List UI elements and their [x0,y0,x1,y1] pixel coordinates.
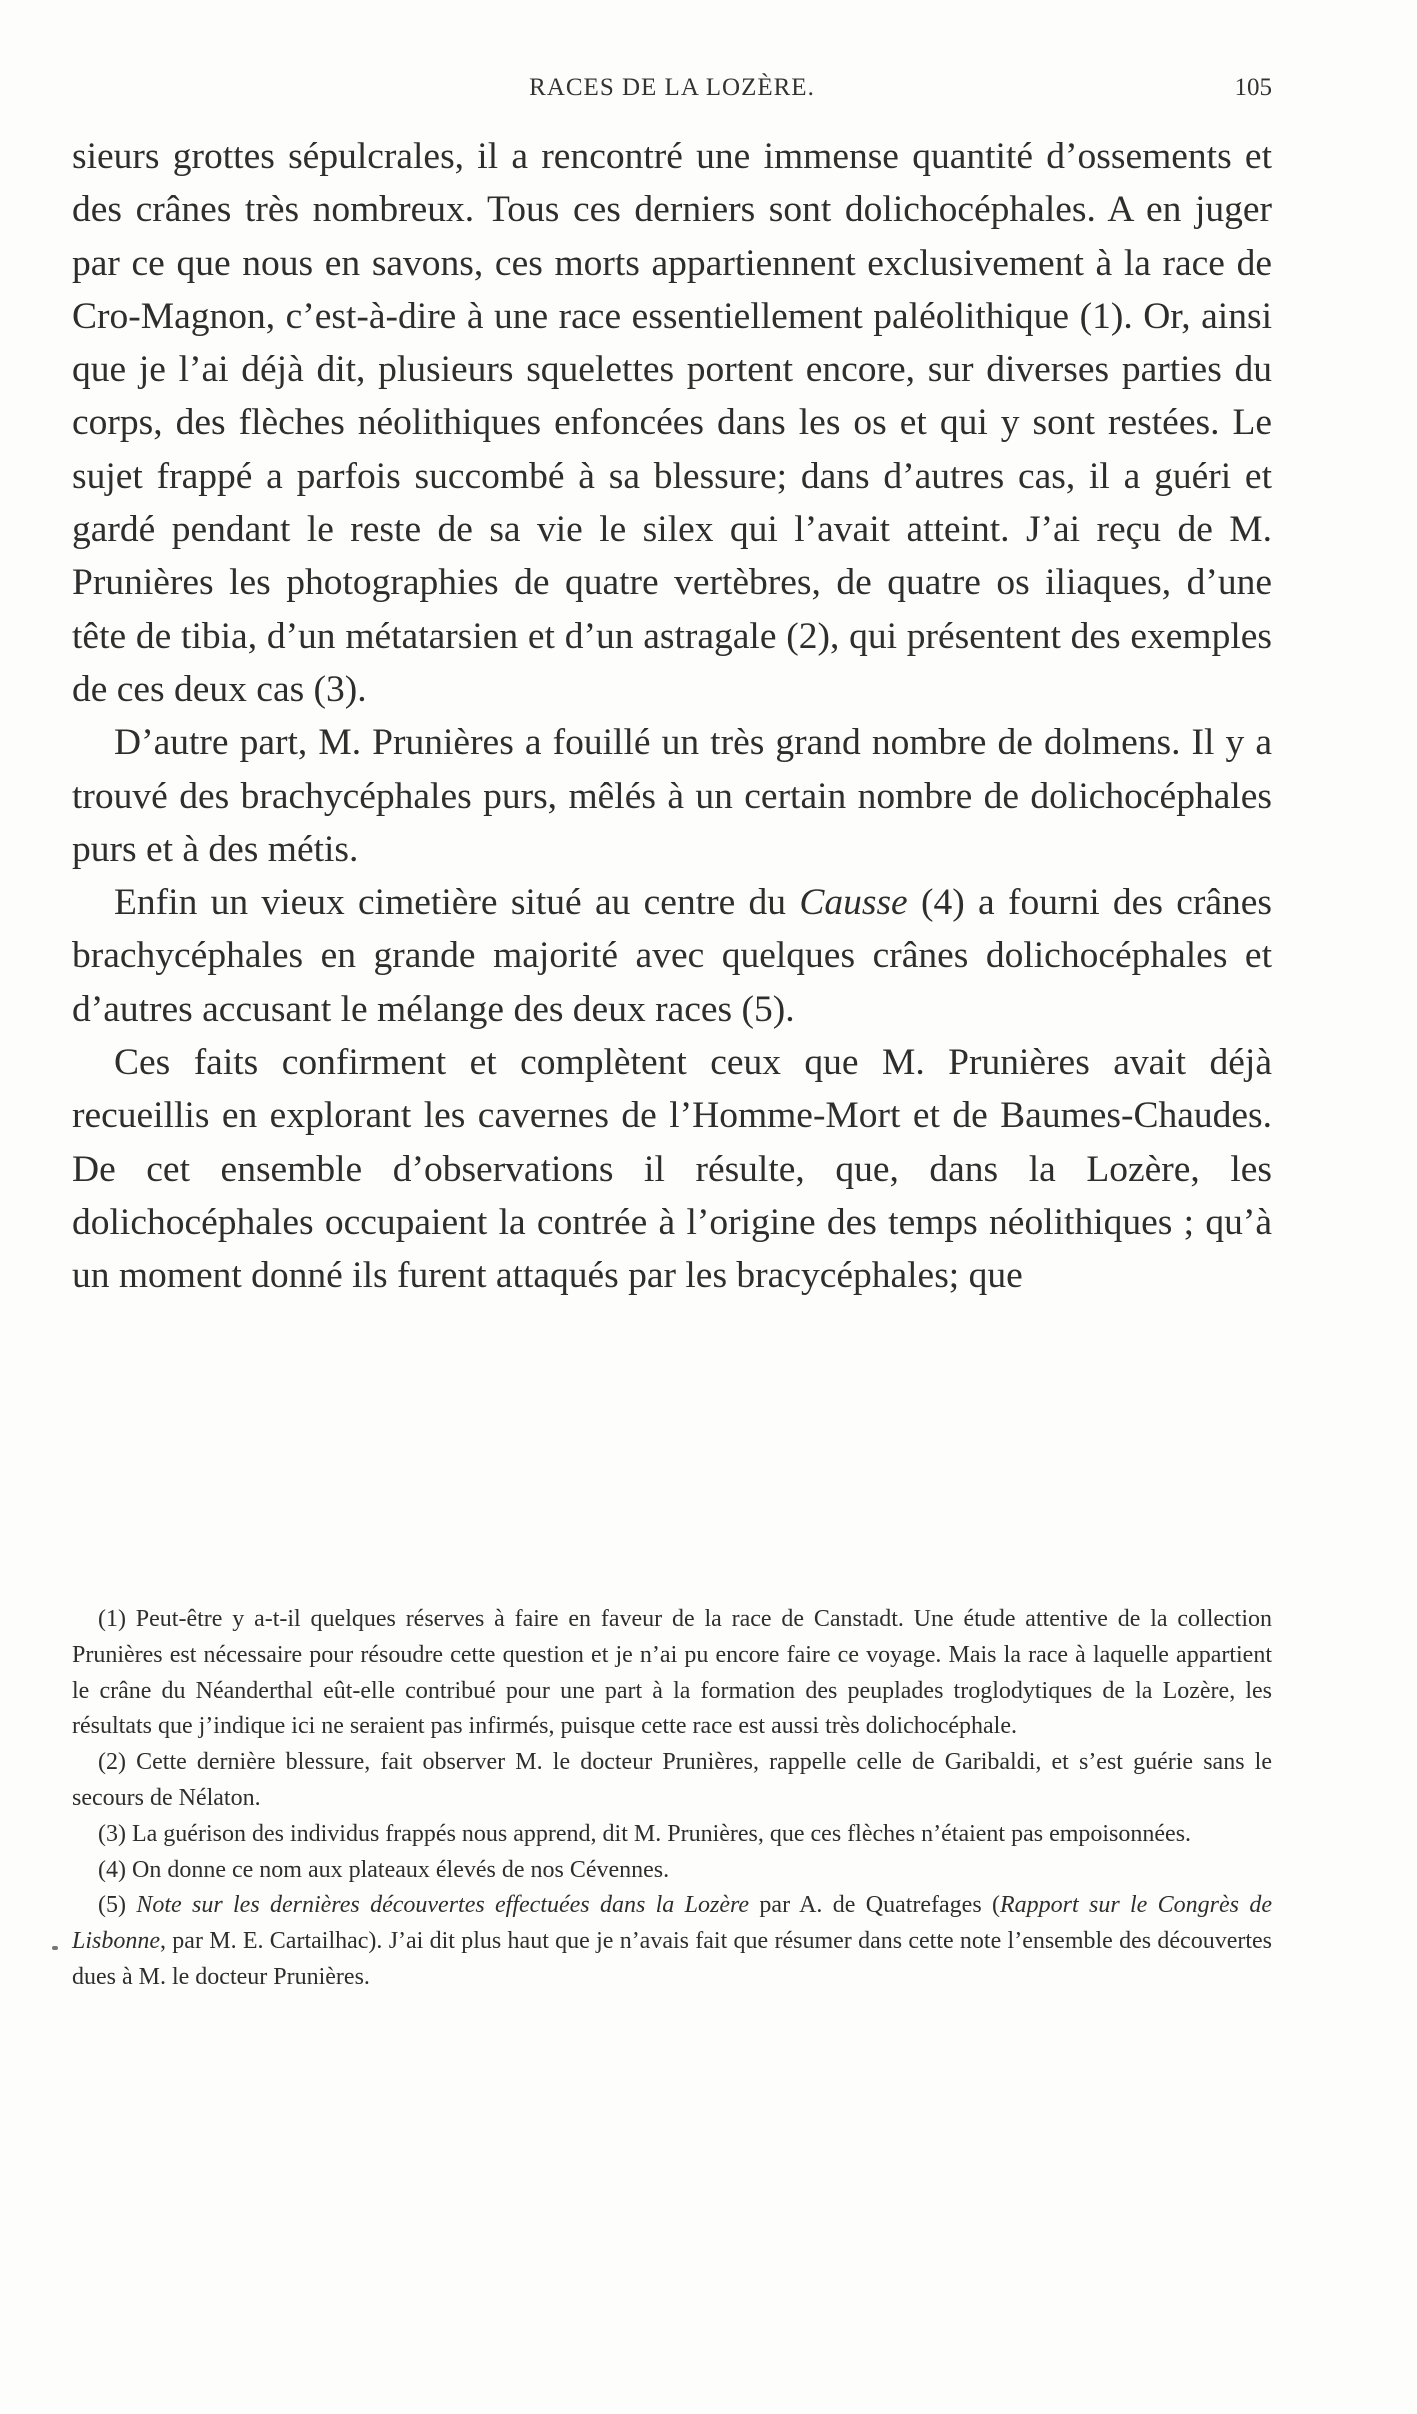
paragraph-3-text-a: Enfin un vieux cimetière situé au centre du [114,882,800,924]
footnotes [72,1602,1272,1996]
running-head: RACES DE LA LOZÈRE. [529,74,815,101]
footnote-5-text-b: , par M. E. Cartailhac). J’ai dit plus haut que je n’avais fait que résumer dans cette note l’ensemble des découvertes dues à M. le docteur Prunières. [72,1928,1272,1990]
page-number: 105 [1234,74,1272,101]
paragraph-1: sieurs grottes sépulcrales, il a rencontré une immense quantité d’ossements et des crânes très nombreux. Tous ces derniers sont dolichocéphales. A en juger par ce que nous en savons, ces morts appartiennent exclusivement à la race de Cro-Magnon, c’est-à-dire à une race essentiellement paléolithique (1). Or, ainsi que je l’ai déjà dit, plusieurs squelettes portent encore, sur diverses parties du corps, des flèches néolithiques enfoncées dans les os et qui y sont restées. Le sujet frappé a parfois succombé à sa blessure; dans d’autres cas, il a guéri et gardé pendant le reste de sa vie le silex qui l’avait atteint. J’ai reçu de M. Prunières les photographies de quatre vertèbres, de quatre os iliaques, d’une tête de tibia, d’un métatarsien et d’un astragale (2), qui présentent des exemples de ces deux cas (3). [72,136,1272,710]
paragraph-3 [72,876,1272,1036]
page-header [72,74,1272,114]
footnote-5-report: Rapport sur le Congrès de Lisbonne [72,1892,1272,1955]
paragraph-3-text-b: (4) a fourni des crânes brachycéphales en grande majorité avec quelques crânes dolichocéphales et d’autres accusant le mélange des deux races (5). [72,882,1272,1030]
paragraph-2: D’autre part, M. Prunières a fouillé un très grand nombre de dolmens. Il y a trouvé des brachycéphales purs, mêlés à un certain nombre de dolichocéphales purs et à des métis. [72,722,1272,870]
footnote-3: (3) La guérison des individus frappés nous apprend, dit M. Prunières, que ces flèches n’étaient pas empoisonnées. [98,1820,1192,1847]
footnote-1: (1) Peut-être y a-t-il quelques réserves à faire en faveur de la race de Canstadt. Une étude attentive de la collection Prunières est nécessaire pour résoudre cette question et je n’ai pu encore faire ce voyage. Mais la race à laquelle appartient le crâne du Néanderthal eût-elle contribué pour une part à la formation des peuplades troglodytiques de la Lozère, les résultats que j’indique ici ne seraient pas infirmés, puisque cette race est aussi très dolichocéphale. [72,1606,1272,1740]
main-text [72,130,1272,1303]
ink-speck [52,1946,58,1950]
footnote-5 [72,1888,1272,1995]
footnote-4: (4) On donne ce nom aux plateaux élevés de nos Cévennes. [98,1856,670,1883]
footnote-5-text-a: par A. de Quatrefages ( [749,1892,1000,1919]
footnote-2: (2) Cette dernière blessure, fait observer M. le docteur Prunières, rappelle celle de Garibaldi, et s’est guérie sans le secours de Nélaton. [72,1749,1272,1811]
footnote-5-number: (5) [98,1892,137,1919]
footnote-5-title: Note sur les dernières découvertes effectuées dans la Lozère [136,1892,750,1919]
paragraph-3-causse: Causse [799,882,908,924]
paragraph-4: Ces faits confirment et complètent ceux que M. Prunières avait déjà recueillis en explorant les cavernes de l’Homme-Mort et de Baumes-Chaudes. De cet ensemble d’observations il résulte, que, dans la Lozère, les dolichocéphales occupaient la contrée à l’origine des temps néolithiques ; qu’à un moment donné ils furent attaqués par les bracycéphales; que [72,1042,1272,1297]
